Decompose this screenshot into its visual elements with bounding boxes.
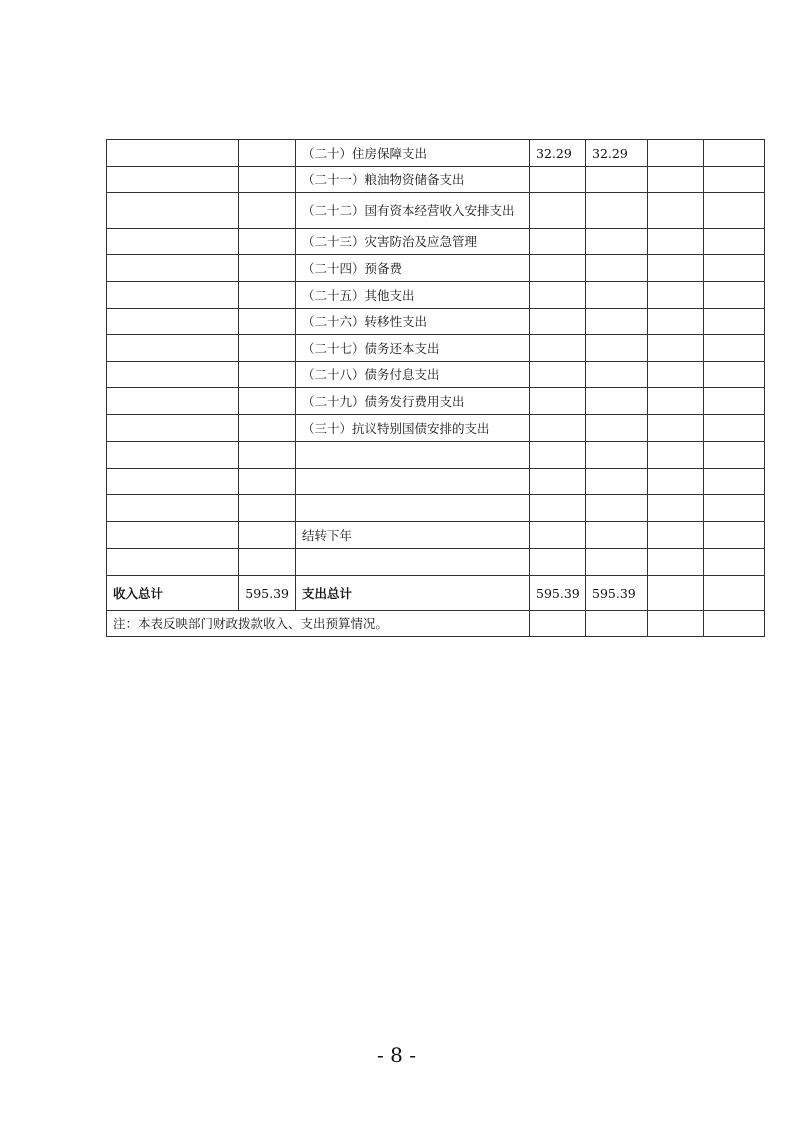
expense-value-cell — [586, 522, 648, 549]
income-value-cell — [239, 522, 296, 549]
expense-value-cell — [530, 415, 586, 442]
expense-value-cell — [530, 335, 586, 362]
income-value-cell — [239, 309, 296, 335]
empty-cell — [648, 140, 704, 167]
income-item-cell — [107, 193, 239, 229]
expense-item-cell — [296, 469, 530, 495]
totals-row — [107, 576, 765, 611]
expense-value-cell — [586, 167, 648, 193]
table-row — [107, 167, 765, 193]
income-value-cell — [239, 335, 296, 362]
income-item-cell — [107, 167, 239, 193]
expense-value-cell — [586, 193, 648, 229]
empty-cell — [704, 282, 765, 309]
expense-item-cell: （二十六）转移性支出 — [296, 309, 530, 335]
income-total-value: 595.39 — [239, 576, 296, 611]
income-item-cell — [107, 469, 239, 495]
income-item-cell — [107, 549, 239, 576]
empty-cell — [704, 140, 765, 167]
empty-cell — [648, 362, 704, 388]
income-value-cell — [239, 549, 296, 576]
empty-cell — [704, 335, 765, 362]
expense-value-cell — [530, 495, 586, 522]
expense-value-cell: 32.29 — [586, 140, 648, 167]
expense-value-cell — [530, 469, 586, 495]
expense-item-cell — [296, 442, 530, 469]
expense-value-cell — [586, 255, 648, 282]
expense-value-cell — [586, 362, 648, 388]
income-item-cell — [107, 442, 239, 469]
expense-value-cell — [586, 309, 648, 335]
empty-cell — [530, 611, 586, 637]
expense-value-cell — [586, 282, 648, 309]
income-item-cell — [107, 415, 239, 442]
empty-cell — [648, 415, 704, 442]
table-row — [107, 362, 765, 388]
expense-value-cell — [530, 255, 586, 282]
expense-value-cell — [586, 549, 648, 576]
expense-value-cell — [586, 495, 648, 522]
empty-cell — [704, 193, 765, 229]
expense-item-cell: （二十）住房保障支出 — [296, 140, 530, 167]
income-value-cell — [239, 415, 296, 442]
empty-cell — [648, 255, 704, 282]
expense-item-cell: （二十七）债务还本支出 — [296, 335, 530, 362]
income-value-cell — [239, 167, 296, 193]
empty-cell — [648, 522, 704, 549]
expense-value-cell — [586, 442, 648, 469]
note-row — [107, 611, 765, 637]
empty-cell — [704, 549, 765, 576]
income-item-cell — [107, 388, 239, 415]
expense-item-cell: （三十）抗议特别国债安排的支出 — [296, 415, 530, 442]
empty-cell — [704, 309, 765, 335]
table-row — [107, 495, 765, 522]
expense-value-cell — [530, 549, 586, 576]
expense-total-value: 595.39 — [586, 576, 648, 611]
table-row — [107, 309, 765, 335]
expense-value-cell — [530, 309, 586, 335]
empty-cell — [648, 193, 704, 229]
empty-cell — [704, 611, 765, 637]
expense-total-label: 支出总计 — [296, 576, 530, 611]
income-value-cell — [239, 362, 296, 388]
table-row — [107, 469, 765, 495]
expense-item-cell — [296, 549, 530, 576]
table-note: 注：本表反映部门财政拨款收入、支出预算情况。 — [107, 611, 530, 637]
expense-item-cell: （二十九）债务发行费用支出 — [296, 388, 530, 415]
expense-item-cell: （二十一）粮油物资储备支出 — [296, 167, 530, 193]
table-row — [107, 442, 765, 469]
income-item-cell — [107, 362, 239, 388]
table-row — [107, 229, 765, 255]
expense-value-cell — [586, 335, 648, 362]
expense-item-cell: （二十四）预备费 — [296, 255, 530, 282]
expense-value-cell — [530, 193, 586, 229]
income-item-cell — [107, 282, 239, 309]
expense-value-cell — [586, 415, 648, 442]
empty-cell — [704, 255, 765, 282]
expense-item-cell: （二十三）灾害防治及应急管理 — [296, 229, 530, 255]
income-item-cell — [107, 229, 239, 255]
empty-cell — [648, 495, 704, 522]
expense-value-cell — [586, 388, 648, 415]
income-item-cell — [107, 309, 239, 335]
income-value-cell — [239, 282, 296, 309]
table-row — [107, 335, 765, 362]
income-item-cell — [107, 335, 239, 362]
empty-cell — [648, 388, 704, 415]
income-value-cell — [239, 140, 296, 167]
table-row — [107, 282, 765, 309]
expense-value-cell — [530, 522, 586, 549]
table-row — [107, 549, 765, 576]
income-value-cell — [239, 495, 296, 522]
income-total-label: 收入总计 — [107, 576, 239, 611]
income-item-cell — [107, 522, 239, 549]
table-row — [107, 522, 765, 549]
table-row — [107, 388, 765, 415]
empty-cell — [586, 611, 648, 637]
budget-table — [106, 139, 765, 637]
expense-value-cell — [530, 362, 586, 388]
empty-cell — [704, 229, 765, 255]
empty-cell — [648, 229, 704, 255]
empty-cell — [648, 442, 704, 469]
empty-cell — [648, 335, 704, 362]
expense-item-cell — [296, 495, 530, 522]
empty-cell — [648, 309, 704, 335]
empty-cell — [704, 167, 765, 193]
income-value-cell — [239, 442, 296, 469]
table-row — [107, 255, 765, 282]
empty-cell — [648, 167, 704, 193]
income-item-cell — [107, 140, 239, 167]
expense-value-cell — [530, 442, 586, 469]
empty-cell — [648, 469, 704, 495]
income-item-cell — [107, 495, 239, 522]
expense-value-cell — [530, 229, 586, 255]
income-item-cell — [107, 255, 239, 282]
income-value-cell — [239, 469, 296, 495]
empty-cell — [648, 282, 704, 309]
expense-value-cell — [530, 167, 586, 193]
empty-cell — [648, 549, 704, 576]
expense-total-value: 595.39 — [530, 576, 586, 611]
expense-value-cell: 32.29 — [530, 140, 586, 167]
table-row — [107, 193, 765, 229]
expense-value-cell — [586, 469, 648, 495]
expense-item-cell: 结转下年 — [296, 522, 530, 549]
page-number: - 8 - — [377, 1043, 416, 1067]
empty-cell — [704, 522, 765, 549]
table-row — [107, 140, 765, 167]
empty-cell — [648, 576, 704, 611]
expense-item-cell: （二十二）国有资本经营收入安排支出 — [296, 193, 530, 229]
empty-cell — [704, 415, 765, 442]
empty-cell — [704, 576, 765, 611]
expense-item-cell: （二十八）债务付息支出 — [296, 362, 530, 388]
empty-cell — [648, 611, 704, 637]
income-value-cell — [239, 229, 296, 255]
expense-value-cell — [530, 282, 586, 309]
empty-cell — [704, 495, 765, 522]
empty-cell — [704, 388, 765, 415]
expense-item-cell: （二十五）其他支出 — [296, 282, 530, 309]
income-value-cell — [239, 193, 296, 229]
empty-cell — [704, 362, 765, 388]
income-value-cell — [239, 255, 296, 282]
table-row — [107, 415, 765, 442]
expense-value-cell — [586, 229, 648, 255]
income-value-cell — [239, 388, 296, 415]
empty-cell — [704, 469, 765, 495]
empty-cell — [704, 442, 765, 469]
expense-value-cell — [530, 388, 586, 415]
